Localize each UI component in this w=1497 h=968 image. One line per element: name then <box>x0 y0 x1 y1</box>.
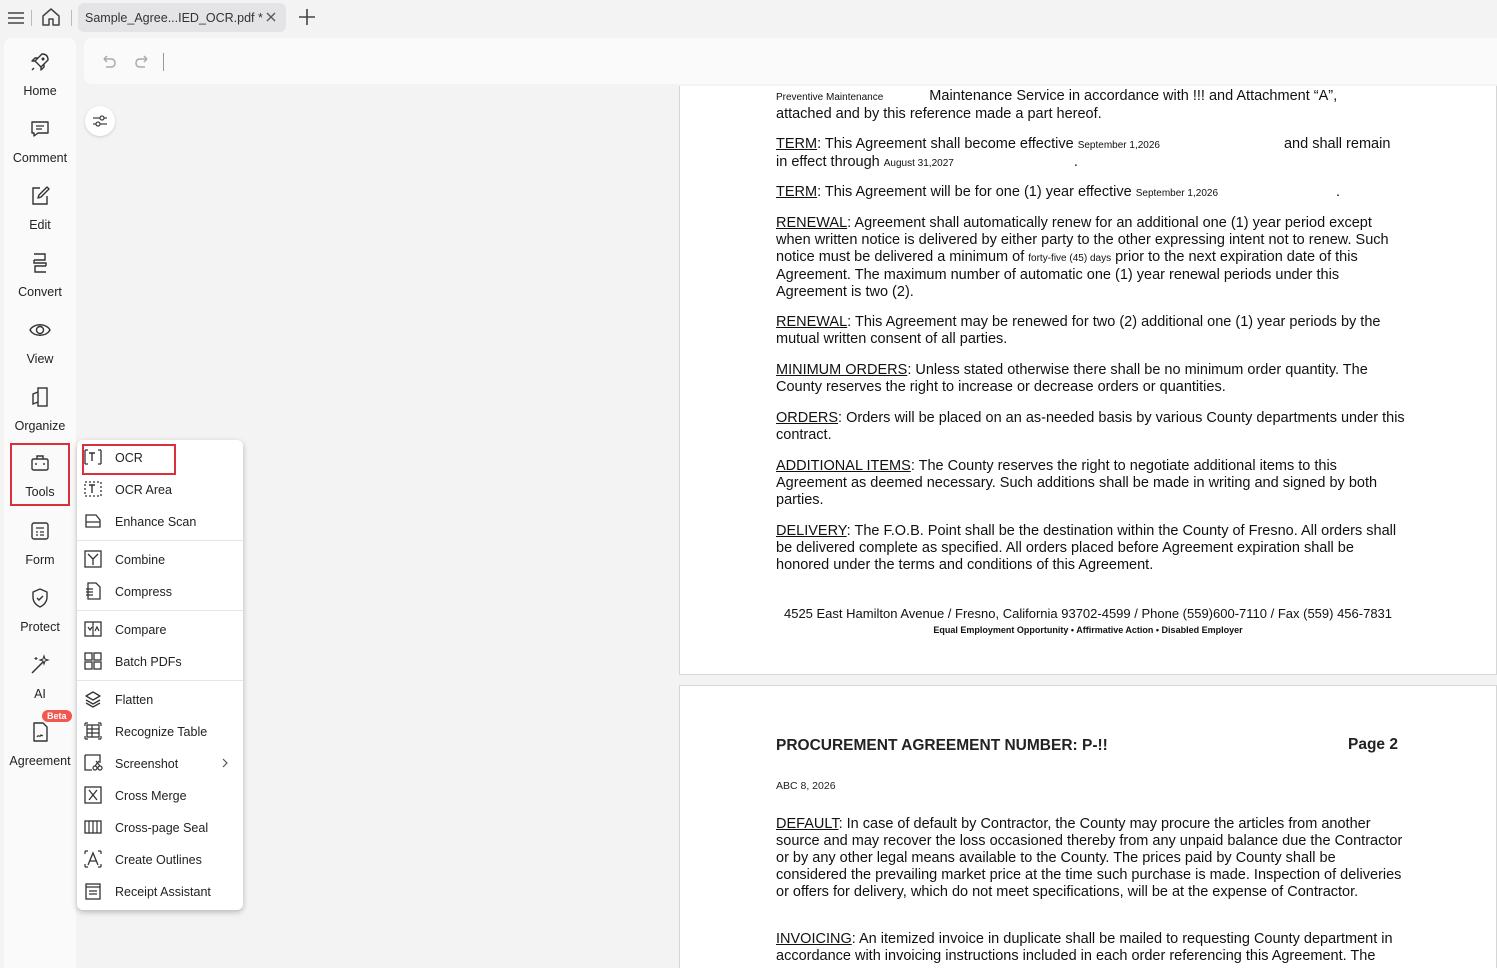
divider <box>163 53 164 71</box>
combine-icon <box>83 549 103 569</box>
menu-item-receipt-assistant[interactable] <box>77 876 243 906</box>
section-heading: MINIMUM ORDERS <box>776 362 908 378</box>
menu-item-combine[interactable] <box>77 544 243 574</box>
footer-address: 4525 East Hamilton Avenue / Fresno, California 93702-4599 / Phone (559)600-7110 / Fax (559) 456-7831 <box>783 606 1393 621</box>
close-icon[interactable] <box>265 11 277 23</box>
section-heading: RENEWAL <box>776 314 848 330</box>
minimum-orders-paragraph <box>776 362 1406 396</box>
sidebar-item-agreement[interactable] <box>4 712 76 774</box>
form-icon <box>28 519 52 543</box>
document-tab-title: Sample_Agree...IED_OCR.pdf * <box>85 11 263 25</box>
home-icon[interactable] <box>40 6 62 28</box>
sidebar-item-label: Form <box>25 553 55 567</box>
delivery-paragraph <box>776 523 1406 574</box>
organize-pages-icon <box>28 385 52 409</box>
sidebar-item-organize[interactable] <box>4 377 76 439</box>
sidebar-item-label: Organize <box>14 419 66 433</box>
pdf-page-2 <box>679 685 1497 968</box>
section-heading: DEFAULT <box>776 816 839 832</box>
doc-text: : The F.O.B. Point shall be the destination within the County of Fresno. All orders shall be delivered complete as specified. All orders placed before Agreement expiration shall be honored under the terms and conditions of this Agreement. <box>776 523 1397 573</box>
seal-icon <box>83 817 103 837</box>
toolbox-icon <box>28 451 52 475</box>
section-heading: ADDITIONAL ITEMS <box>776 458 911 474</box>
beta-badge: Beta <box>42 710 72 722</box>
menu-item-ocr[interactable] <box>77 442 243 472</box>
doc-text: : Orders will be placed on an as-needed basis by various County departments under this contract. <box>776 410 1405 443</box>
section-heading: TERM <box>776 184 818 200</box>
outline-letter-icon <box>83 849 103 869</box>
section-heading: DELIVERY <box>776 523 847 539</box>
tools-dropdown-menu <box>77 440 243 910</box>
menu-divider <box>77 610 243 611</box>
sidebar-item-edit[interactable] <box>4 176 76 238</box>
doc-text: forty-five (45) days <box>1028 253 1112 264</box>
doc-date: ABC 8, 2026 <box>776 780 836 792</box>
invoicing-paragraph <box>776 931 1406 965</box>
title-bar <box>0 0 1497 36</box>
shield-check-icon <box>28 586 52 610</box>
doc-text: in effect through <box>776 154 880 170</box>
sidebar-item-comment[interactable] <box>4 109 76 171</box>
menu-item-label: OCR Area <box>115 483 172 497</box>
section-heading: RENEWAL <box>776 215 848 231</box>
doc-text: : Unless stated otherwise there shall be no minimum order quantity. The County reserves the right to increase or decrease orders or quantities. <box>776 362 1368 395</box>
convert-icon <box>28 251 52 275</box>
sidebar-item-label: AI <box>34 687 46 701</box>
menu-item-label: Flatten <box>115 693 154 707</box>
sidebar-item-view[interactable] <box>4 310 76 372</box>
sidebar-item-label: Tools <box>25 485 55 499</box>
doc-text: . <box>1336 184 1341 200</box>
menu-item-label: Screenshot <box>115 757 179 771</box>
section-heading: TERM <box>776 136 818 152</box>
settings-filter-button[interactable] <box>85 106 115 136</box>
ocr-area-icon <box>83 479 103 499</box>
cross-merge-icon <box>83 785 103 805</box>
menu-item-recognize-table[interactable] <box>77 716 243 746</box>
rocket-icon <box>28 50 52 74</box>
menu-item-label: Compare <box>115 623 167 637</box>
divider <box>71 10 72 26</box>
menu-item-label: Cross Merge <box>115 789 187 803</box>
menu-item-label: Create Outlines <box>115 853 202 867</box>
comment-icon <box>28 117 52 141</box>
scanner-icon <box>83 511 103 531</box>
doc-text: : Agreement shall automatically renew for an additional one (1) year period except when written notice is delivered by either party to the other expressing intent not to renew. Such notice must be delivered a minimum of <box>776 215 1389 265</box>
doc-text: Preventive Maintenance <box>776 92 884 103</box>
menu-item-ocr-area[interactable] <box>77 474 243 504</box>
grid-icon <box>83 651 103 671</box>
page-number-label: Page 2 <box>1348 736 1398 753</box>
menu-item-compare[interactable] <box>77 614 243 644</box>
section-heading: ORDERS <box>776 410 839 426</box>
table-icon <box>83 721 103 741</box>
doc-text: : This Agreement shall become effective <box>817 136 1074 152</box>
menu-item-label: OCR <box>115 451 143 465</box>
redo-icon[interactable] <box>133 51 153 71</box>
menu-item-screenshot[interactable] <box>77 748 243 778</box>
agreement-header: PROCUREMENT AGREEMENT NUMBER: P-!! <box>776 737 1108 754</box>
menu-item-label: Combine <box>115 553 166 567</box>
menu-item-cross-page-seal[interactable] <box>77 812 243 842</box>
sidebar-item-form[interactable] <box>4 511 76 573</box>
menu-item-label: Recognize Table <box>115 725 208 739</box>
sidebar-item-label: Protect <box>20 620 60 634</box>
menu-item-cross-merge[interactable] <box>77 780 243 810</box>
pdf-page-1 <box>679 86 1497 675</box>
doc-text: and shall remain <box>1283 136 1391 152</box>
undo-icon[interactable] <box>98 51 118 71</box>
menu-divider <box>77 680 243 681</box>
renewal-paragraph-2 <box>776 314 1406 348</box>
document-tab[interactable] <box>78 3 286 32</box>
divider <box>31 10 32 26</box>
menu-item-create-outlines[interactable] <box>77 844 243 874</box>
edit-pencil-icon <box>28 184 52 208</box>
menu-item-batch-pdfs[interactable] <box>77 646 243 676</box>
doc-text: attached and by this reference made a part hereof. <box>776 106 1102 122</box>
sliders-icon <box>91 112 109 130</box>
doc-text: : This Agreement may be renewed for two (2) additional one (1) year periods by the mutual written consent of all parties. <box>776 314 1381 347</box>
doc-text: : The County reserves the right to negotiate additional items to this Agreement as deemed necessary. Such additions shall be made in writing and signed by both parties. <box>776 458 1378 508</box>
menu-item-label: Cross-page Seal <box>115 821 209 835</box>
additional-items-paragraph <box>776 458 1406 509</box>
menu-divider <box>77 540 243 541</box>
doc-text: : An itemized invoice in duplicate shall be mailed to requesting County department in accordance with invoicing instructions included in each order referencing this Agreement. The <box>776 931 1393 964</box>
scissors-icon <box>83 753 103 773</box>
menu-item-label: Compress <box>115 585 172 599</box>
sidebar-item-protect[interactable] <box>4 578 76 640</box>
sidebar-item-tools[interactable] <box>10 443 70 506</box>
doc-text: : In case of default by Contractor, the County may procure the articles from another source and may recover the loss occasioned thereby from any unpaid balance due the Contractor or by any other legal means available to the County. The prices paid by County shall be considered the prevailing market price at the time such purchase is made. Inspection of deliveries or offers for delivery, which do not meet specifications, will be at the expense of Contractor. <box>776 816 1403 900</box>
menu-item-compress[interactable] <box>77 576 243 606</box>
menu-item-label: Batch PDFs <box>115 655 182 669</box>
ocr-icon <box>83 447 103 467</box>
doc-date: September 1,2026 <box>1135 188 1218 199</box>
doc-date: August 31,2027 <box>883 158 954 169</box>
menu-item-enhance-scan[interactable] <box>77 506 243 536</box>
term-paragraph-2 <box>776 184 1406 202</box>
magic-wand-icon <box>28 653 52 677</box>
eye-icon <box>28 318 52 342</box>
renewal-paragraph-1 <box>776 215 1406 301</box>
doc-text: prior to the next expiration date of this Agreement. The maximum number of automatic one (1) year renewal periods under this Agreement is two (2). <box>776 249 1358 300</box>
left-sidebar <box>4 38 76 968</box>
doc-text: . <box>1073 154 1078 170</box>
chevron-right-icon <box>220 757 230 769</box>
doc-paragraph <box>776 88 1406 123</box>
menu-item-flatten[interactable] <box>77 684 243 714</box>
receipt-icon <box>83 881 103 901</box>
menu-item-label: Enhance Scan <box>115 515 197 529</box>
sidebar-item-convert[interactable] <box>4 243 76 305</box>
doc-text: : This Agreement will be for one (1) year effective <box>817 184 1132 200</box>
doc-text: Maintenance Service in accordance with !!! and Attachment “A”, <box>929 88 1338 104</box>
agreement-document-icon <box>28 720 52 744</box>
sidebar-item-home[interactable] <box>4 42 76 104</box>
sidebar-item-label: View <box>26 352 54 366</box>
section-heading: INVOICING <box>776 931 852 947</box>
doc-date: September 1,2026 <box>1077 140 1160 151</box>
menu-item-label: Receipt Assistant <box>115 885 211 899</box>
default-paragraph <box>776 816 1406 901</box>
layers-icon <box>83 689 103 709</box>
footer-eeo: Equal Employment Opportunity • Affirmative Action • Disabled Employer <box>933 625 1243 635</box>
compress-icon <box>83 581 103 601</box>
hamburger-menu-icon[interactable] <box>6 8 26 28</box>
compare-icon <box>83 619 103 639</box>
term-paragraph-1 <box>776 136 1406 172</box>
sidebar-item-ai[interactable] <box>4 645 76 707</box>
top-toolbar <box>84 38 1497 84</box>
sidebar-item-label: Comment <box>12 151 68 165</box>
sidebar-item-label: Edit <box>29 218 51 232</box>
orders-paragraph <box>776 410 1406 444</box>
new-tab-plus-icon[interactable] <box>296 6 318 28</box>
sidebar-item-label: Convert <box>18 285 62 299</box>
sidebar-item-label: Agreement <box>9 754 71 768</box>
sidebar-item-label: Home <box>23 84 57 98</box>
